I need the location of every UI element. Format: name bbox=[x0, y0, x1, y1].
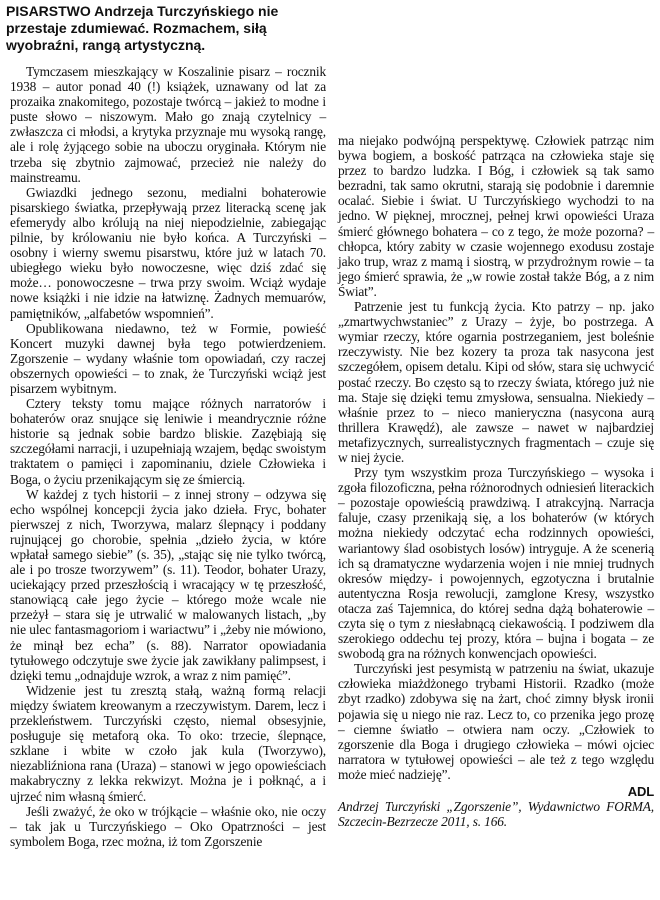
left-column bbox=[10, 64, 326, 849]
headline bbox=[6, 3, 306, 54]
section-label: PISARSTWO bbox=[6, 3, 91, 19]
paragraph: Turczyński jest pesymistą w patrzeniu na świat, ukazuje człowieka miażdżonego trybami Historii. Rzadko (może zbyt rzadko) zdobywa się na żart, choć zimny błysk ironii pojawia się u niego nie raz. Lecz to, co przenika jego prozę – ciemne światło – otwiera nam oczy. „Człowiek to zgorszenie dla Boga i drugiego człowieka – mówi ojciec narratora w tytułowej opowieści – ale też z tego względu może mieć nadzieję”. bbox=[338, 661, 654, 782]
paragraph: Patrzenie jest tu funkcją życia. Kto patrzy – np. jako „zmartwychwstaniec” z Urazy – żyje, bo postrzega. A wymiar rzeczy, które ogarnia postrzeganiem, jest boleśnie rzeczywisty. Nie bez kozery ta proza tak nasycona jest szczegółem, opisem detalu. Kipi od słów, stara się uchwycić postać rzeczy. Bo często są to rzeczy świata, którego już nie ma. Staje się dzięki temu zmysłowa, sensualna. Niekiedy – właśnie przez to – nieco manieryczna (nasycona aurą thrillera Krawędź), ale zawsze – nawet w najbardziej metafizycznych, surrealistycznych fragmentach – czuje się w niej życie. bbox=[338, 299, 654, 465]
paragraph: Gwiazdki jednego sezonu, medialni bohaterowie pisarskiego światka, przepływają przez literacką scenę jak efemerydy albo królują na niej niepodzielnie, zabiegając pilnie, by królowaniu nie było końca. A Turczyński – osobny i wierny swemu pisarstwu, które już w latach 70. ubiegłego wieku było nowoczesne, więc dziś zdać się może… ponowoczesne – trwa przy swoim. Wciąż wydaje nowe książki i nie idzie na łatwiznę. Żadnych memuarów, pamiętników, „alfabetów wspomnień”. bbox=[10, 184, 326, 321]
paragraph: Jeśli zważyć, że oko w trójkącie – właśnie oko, nie oczy – tak jak u Turczyńskiego – Oko Opatrzności – jest symbolem Boga, rzec można, iż tom Zgorszenie bbox=[10, 803, 326, 849]
author-signature: ADL bbox=[627, 784, 654, 800]
paragraph: W każdej z tych historii – z innej strony – odzywa się echo wspólnej koncepcji życia jako dzieła. Fryc, bohater pierwszej z nich, Tworzywa, malarz ślepnący i poddany rujnującej go chorobie, spełnia „dzieło życia, w które wpłatał samego siebie” (s. 35), „stając się nie tylko twórcą, ale i po trosze tworzywem” (s. 11). Teodor, bohater Urazy, uciekający przed przeszłością i wracający w tę przeszłość, stanowiącą całe jego życie – którego może wcale nie przeżył – stara się je utrwalić w malowanych listach, „by nie ulec fantasmagoriom i wariactwu” i „żeby nie mówiono, że minął bez echa” (s. 88). Narrator opowiadania tytułowego odczytuje swe życie jak zawikłany palimpsest, i dzięki temu „odnajduje wzrok, a wraz z nim pamięć”. bbox=[10, 486, 326, 683]
book-source: Andrzej Turczyński „Zgorszenie”, Wydawnictwo FORMA, Szczecin-Bezrzecze 2011, s. 166. bbox=[338, 799, 654, 830]
paragraph: Przy tym wszystkim proza Turczyńskiego – wysoka i zgoła filozoficzna, pełna różnorodnych odniesień literackich – pozostaje opowieścią prawdziwą. I atrakcyjną. Narracja faluje, czasy przenikają się, a los bohaterów (w których można niekiedy odczytać echa rodzinnych opowieści, wariantowy ślad osobistych losów) intryguje. A że scenerią ich są dramatyczne wydarzenia wojen i nie mniej trudnych okresów między- i powojennych, egzotyczna i brutalnie autentyczna Rosja rewolucji, zamglone Kresy, wszystko otacza zaś Tajemnica, do której sedna dążą bohaterowie – czyta się o tym z niesłabnącą ciekawością. I podziwem dla szerokiego oddechu tej prozy, która – bujna i bogata – ze swobodą gra na różnych konwencjach opowieści. bbox=[338, 465, 654, 662]
headline-text: Andrzeja Turczyńskiego nie przestaje zdumiewać. Rozmachem, siłą wyobraźni, rangą artystyczną. bbox=[6, 3, 279, 53]
paragraph: Tymczasem mieszkający w Koszalinie pisarz – rocznik 1938 – autor ponad 40 (!) książek, uznawany od lat za prozaika znakomitego, pozostaje twórcą – jakież to modne i puste słowo – niszowym. Mało go znają czytelnicy – zwłaszcza ci młodsi, a krytyka przyznaje mu wysoką rangę, ale i rolę żyjącego sobie na uboczu oryginała. Którym nie trzeba się zbytnio zajmować, przecież nie należy do mainstreamu. bbox=[10, 64, 326, 185]
paragraph: Opublikowana niedawno, też w Formie, powieść Koncert muzyki dawnej była tego potwierdzeniem. Zgorszenie – wydany właśnie tom opowiadań, czy raczej obszernych opowieści – to znak, że Turczyński wciąż jest pisarzem wybitnym. bbox=[10, 320, 326, 396]
paragraph: ma niejako podwójną perspektywę. Człowiek patrząc nim bywa bogiem, a boskość patrząca na człowieka staje się przez to bardzo ludzka. I Bóg, i człowiek są tak samo bezradni, tak samo okrutni, starają się podobnie i daremnie ocalać. Siebie i świat. U Turczyńskiego wychodzi to na jedno. W pięknej, mrocznej, pełnej krwi opowieści Uraza śmierć głównego bohatera – co z tego, że może pozorna? – chłopca, który zabity w czasie wojennego exodusu zostaje jako trup, wraz z mamą i siostrą, w przydrożnym rowie – ta jego śmierć sprawia, że „w rowie został także Bóg, a z nim Świat”. bbox=[338, 133, 654, 299]
right-column bbox=[338, 133, 654, 829]
paragraph: Widzenie jest tu zresztą stałą, ważną formą relacji między światem kreowanym a rzeczywistym. Darem, lecz i przekleństwem. Turczyński często, niemal obsesyjnie, posługuje się metaforą oka. To oko: trzecie, ślepnące, szklane i wbite w czoło jak kula (Tworzywo), niezabliźniona rana (Uraza) – stanowi w jego opowieściach makabryczny z lekka rekwizyt. Można je i połknąć, a i ujrzeć nim własną śmierć. bbox=[10, 682, 326, 804]
paragraph: Cztery teksty tomu mające różnych narratorów i bohaterów oraz snujące się leniwie i meandrycznie różne historie są jednak sobie bardzo bliskie. Zazębiają się szczegółami narracji, i uzupełniają wzajem, będąc swoistym traktatem o pamięci i zapominaniu, dziele Człowieka i Boga, o życiu przenikającym się ze śmiercią. bbox=[10, 396, 326, 487]
